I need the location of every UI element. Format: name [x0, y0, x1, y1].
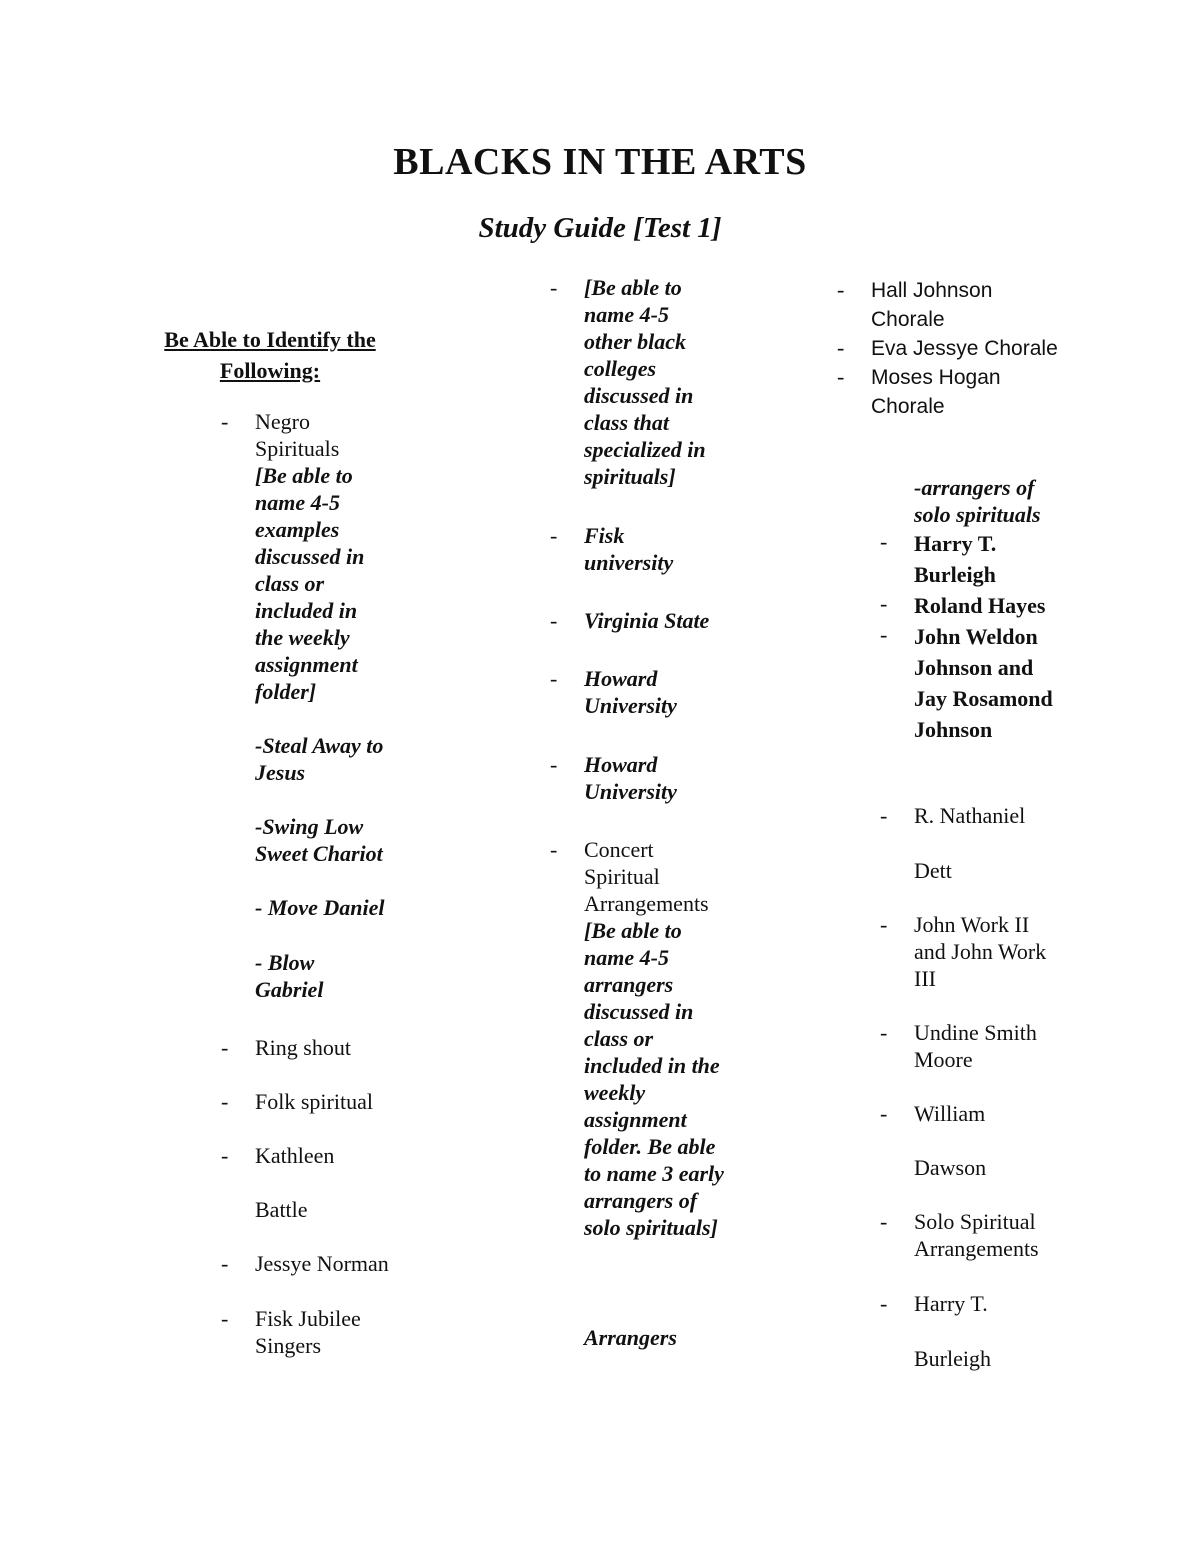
list-bullet: -: [550, 608, 558, 633]
list-item-jessye-norman: Jessye Norman: [255, 1251, 389, 1276]
list-bullet: -: [550, 275, 558, 300]
list-bullet: -: [880, 1291, 888, 1316]
college-howard-1: Howard University: [584, 666, 677, 718]
arranger-dawson-line2: Dawson: [914, 1155, 987, 1180]
negro-spirituals-label: Negro Spirituals: [255, 409, 340, 461]
college-howard-2: Howard University: [584, 752, 677, 804]
eva-jessye-chorale: Eva Jessye Chorale: [871, 337, 1058, 360]
arranger-burleigh-line1: Harry T.: [914, 1291, 988, 1316]
concert-spiritual-note: [Be able to name 4-5 arrangers discussed in class or included in the weekly assignment folder. Be able to name 3 early arrangers of solo spirituals]: [584, 918, 724, 1240]
list-bullet: -: [221, 1143, 229, 1168]
list-bullet: -: [837, 277, 845, 302]
solo-spiritual-arrangements: Solo Spiritual Arrangements: [914, 1209, 1039, 1261]
example-steal-away: -Steal Away to Jesus: [255, 733, 384, 785]
page-title: BLACKS IN THE ARTS: [393, 141, 807, 183]
arranger-burleigh-line2: Burleigh: [914, 1346, 991, 1371]
list-bullet: -: [880, 529, 888, 554]
list-bullet: -: [550, 523, 558, 548]
list-item-fisk-jubilee: Fisk Jubilee Singers: [255, 1306, 361, 1358]
list-bullet: -: [550, 752, 558, 777]
page-subtitle: Study Guide [Test 1]: [478, 212, 722, 244]
arranger-john-work: John Work II and John Work III: [914, 912, 1047, 991]
list-item-battle: Battle: [255, 1197, 308, 1222]
moses-hogan-line2: Chorale: [871, 395, 945, 418]
college-virginia-state: Virginia State: [584, 608, 710, 633]
list-bullet: -: [880, 1101, 888, 1126]
arranger-undine-moore: Undine Smith Moore: [914, 1020, 1037, 1072]
list-bullet: -: [221, 1089, 229, 1114]
section-heading-line1: Be Able to Identify the: [164, 327, 376, 352]
negro-spirituals-note: [Be able to name 4-5 examples discussed in class or included in the weekly assignment folder]: [255, 463, 365, 704]
list-bullet: -: [880, 803, 888, 828]
colleges-note: [Be able to name 4-5 other black colleges discussed in class that specialized in spirituals]: [584, 275, 706, 489]
list-bullet: -: [221, 1306, 229, 1331]
arranger-dawson-line1: William: [914, 1101, 986, 1126]
list-item-folk-spiritual: Folk spiritual: [255, 1089, 373, 1114]
solo-arrangers-heading: -arrangers of solo spirituals: [914, 475, 1041, 527]
list-bullet: -: [880, 1209, 888, 1234]
list-item-concert-spiritual: [584, 836, 729, 1241]
list-bullet: -: [221, 409, 229, 434]
list-bullet: -: [880, 912, 888, 937]
moses-hogan-line1: Moses Hogan: [871, 366, 1001, 389]
list-bullet: -: [221, 1035, 229, 1060]
arranger-johnson-brothers: John Weldon Johnson and Jay Rosamond Johnson: [914, 624, 1053, 742]
list-bullet: -: [837, 364, 845, 389]
example-move-daniel: - Move Daniel: [255, 895, 385, 920]
arranger-burleigh-bold: Harry T. Burleigh: [914, 531, 997, 587]
section-heading-line2: Following:: [219, 358, 321, 383]
list-item-ring-shout: Ring shout: [255, 1035, 351, 1060]
example-blow-gabriel: - Blow Gabriel: [255, 950, 324, 1002]
hall-johnson-line2: Chorale: [871, 308, 945, 331]
list-bullet: -: [550, 837, 558, 862]
hall-johnson-line1: Hall Johnson: [871, 279, 993, 302]
list-bullet: -: [880, 1020, 888, 1045]
list-item-negro-spirituals: [255, 408, 365, 705]
arranger-dett-line1: R. Nathaniel: [914, 803, 1026, 828]
arranger-roland-hayes: Roland Hayes: [914, 593, 1046, 618]
list-bullet: -: [550, 666, 558, 691]
list-item-kathleen: Kathleen: [255, 1143, 335, 1168]
concert-spiritual-label: Concert Spiritual Arrangements: [584, 837, 709, 916]
list-bullet: -: [221, 1251, 229, 1276]
list-bullet: -: [880, 591, 888, 616]
college-fisk: Fisk university: [584, 523, 674, 575]
list-bullet: -: [880, 622, 888, 647]
list-bullet: -: [837, 335, 845, 360]
arranger-dett-line2: Dett: [914, 858, 952, 883]
example-swing-low: -Swing Low Sweet Chariot: [255, 814, 383, 866]
section-heading: [120, 324, 420, 386]
arrangers-heading: Arrangers: [584, 1325, 677, 1350]
